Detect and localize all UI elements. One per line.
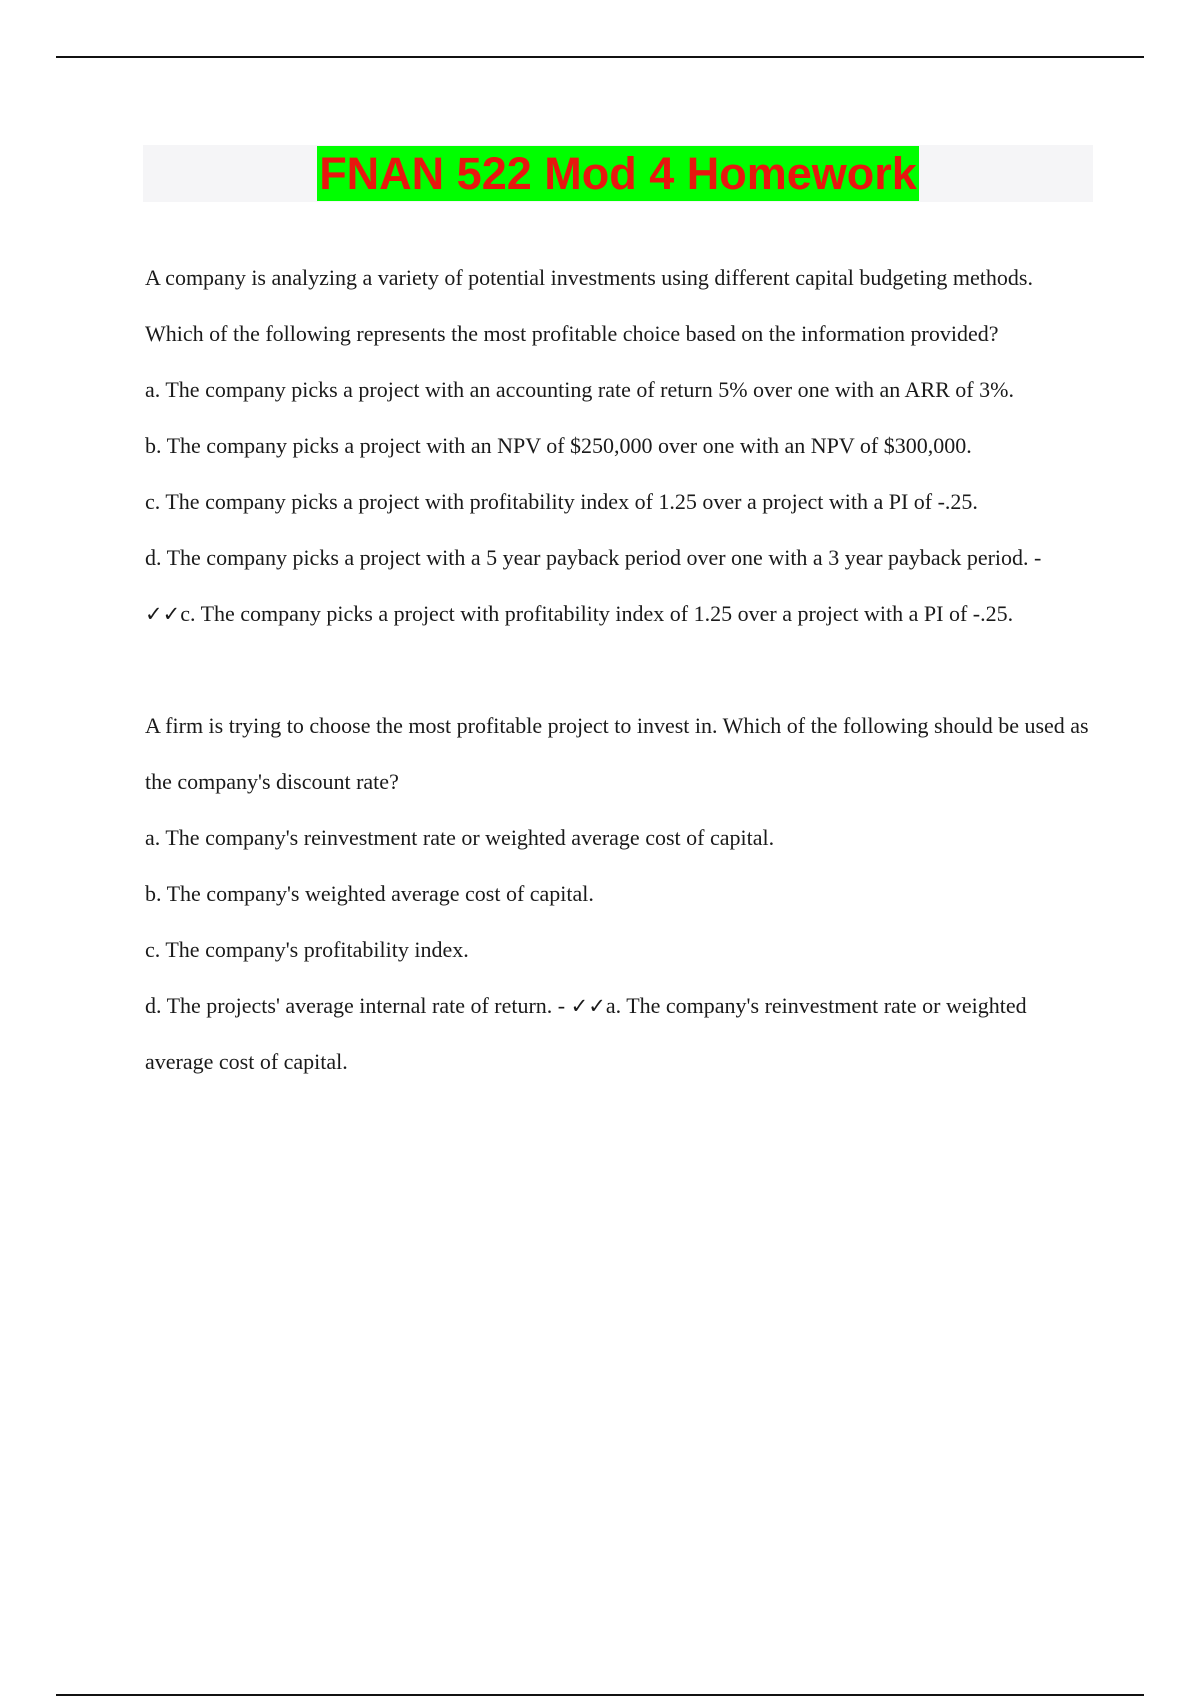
question-1 xyxy=(145,250,1095,642)
title-band xyxy=(143,145,1093,202)
question-1-prompt: A company is analyzing a variety of potential investments using different capital budgeting methods. Which of the following represents the most profitable choice based on the information provided? xyxy=(145,265,1033,346)
question-2-option-c: c. The company's profitability index. xyxy=(145,937,469,962)
question-1-option-a: a. The company picks a project with an accounting rate of return 5% over one with an ARR of 3%. xyxy=(145,377,1014,402)
question-1-option-b: b. The company picks a project with an NPV of $250,000 over one with an NPV of $300,000. xyxy=(145,433,972,458)
question-1-option-d-with-answer xyxy=(145,530,1095,642)
question-2-prompt: A firm is trying to choose the most profitable project to invest in. Which of the following should be used as the company's discount rate? xyxy=(145,713,1089,794)
top-divider xyxy=(56,56,1144,58)
question-2-option-b: b. The company's weighted average cost of capital. xyxy=(145,881,594,906)
question-2-option-a: a. The company's reinvestment rate or weighted average cost of capital. xyxy=(145,825,775,850)
question-2-answer: a. The company's reinvestment rate or weighted average cost of capital. xyxy=(145,993,1027,1074)
question-2-option-d-with-answer xyxy=(145,978,1095,1090)
checkmark-icon: ✓✓ xyxy=(570,994,606,1018)
checkmark-icon: ✓✓ xyxy=(145,602,181,626)
question-2 xyxy=(145,698,1095,1090)
question-2-option-d: d. The projects' average internal rate of return. - xyxy=(145,993,571,1018)
bottom-divider xyxy=(56,1694,1144,1696)
document-body xyxy=(145,250,1095,1090)
document-title: FNAN 522 Mod 4 Homework xyxy=(319,148,917,199)
question-1-option-d: d. The company picks a project with a 5 year payback period over one with a 3 year payback period. - xyxy=(145,545,1042,570)
question-1-option-c: c. The company picks a project with profitability index of 1.25 over a project with a PI of -.25. xyxy=(145,489,978,514)
question-1-answer: c. The company picks a project with profitability index of 1.25 over a project with a PI of -.25. xyxy=(180,601,1014,626)
